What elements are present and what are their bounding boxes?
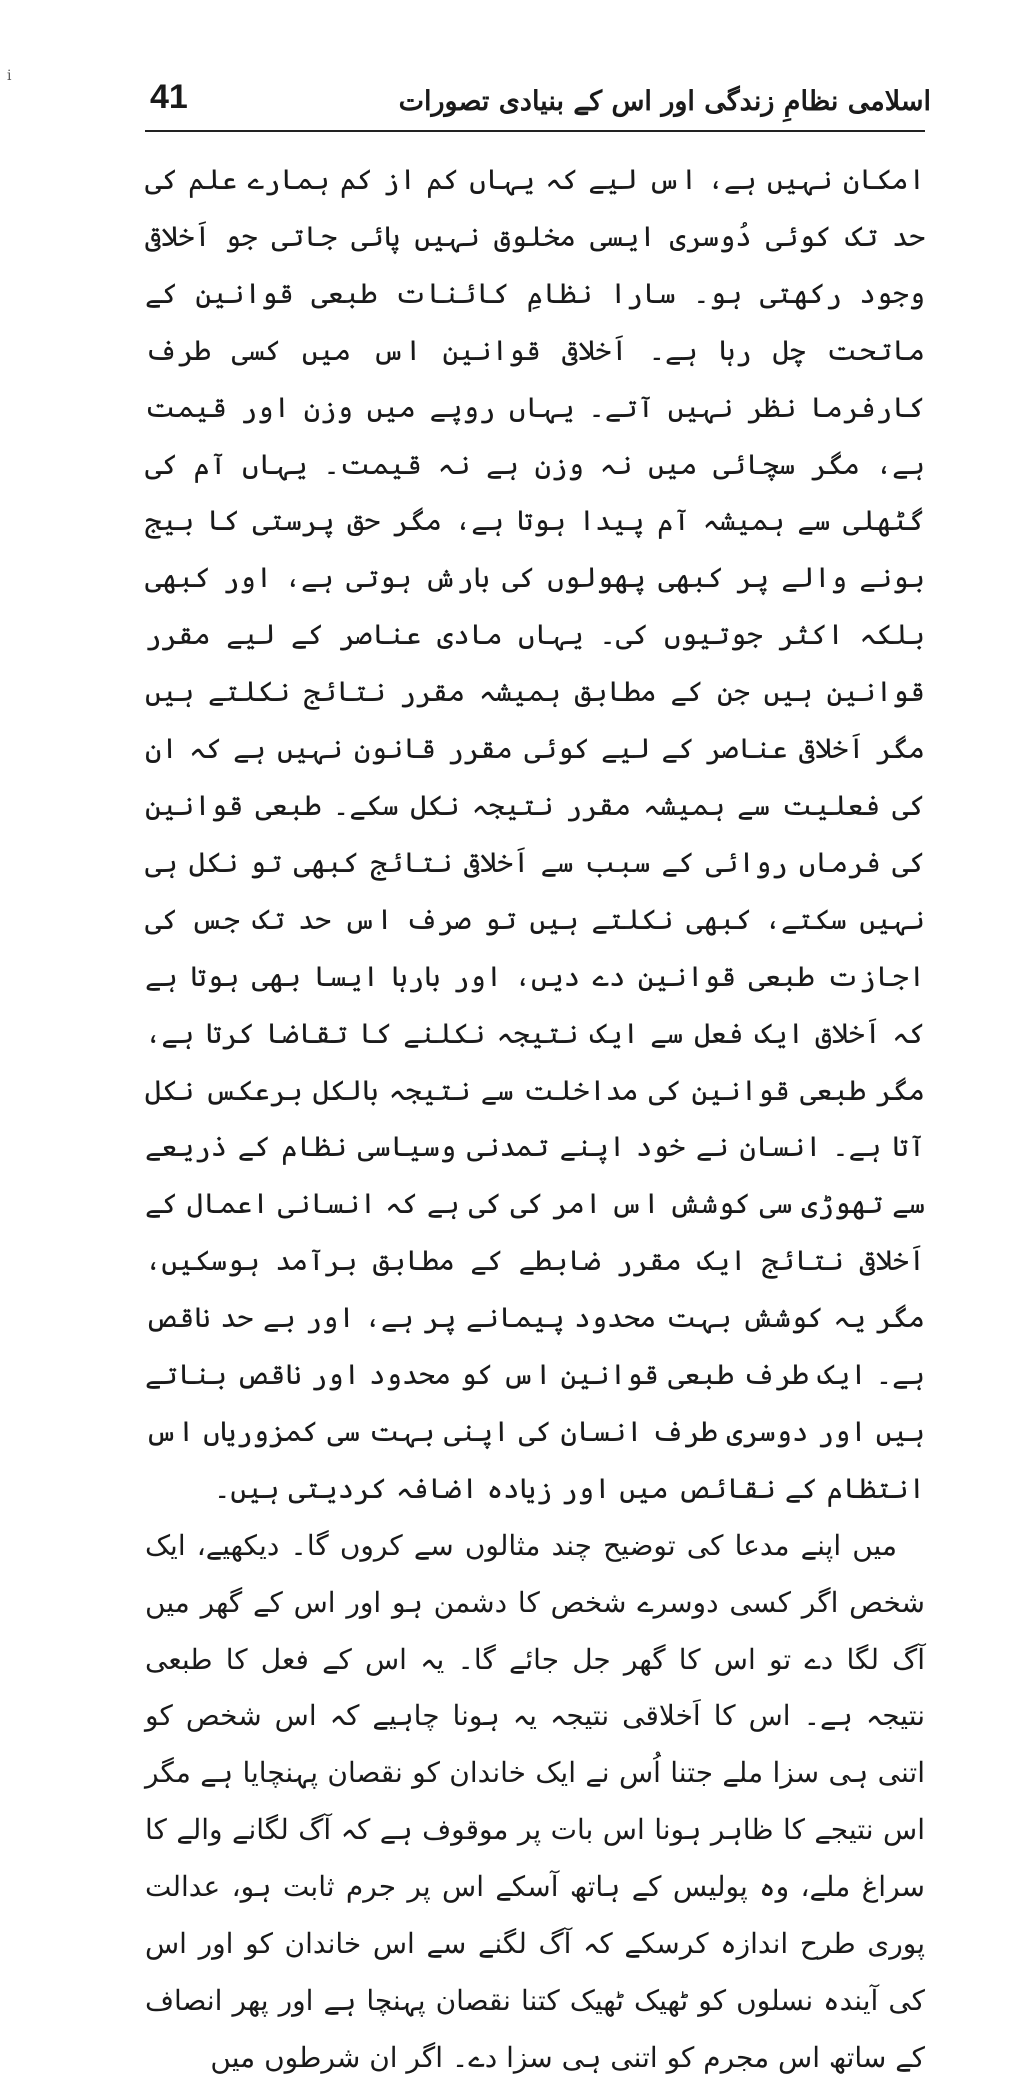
paragraph: میں اپنے مدعا کی توضیح چند مثالوں سے کروں گا۔ دیکھیے، ایک شخص اگر کسی دوسرے شخص کا دشمن ہو اور اس کے گھر میں آگ لگا دے تو اس کا گھر جل جائے گا۔ یہ اس کے فعل کا طبعی نتیجہ ہے۔ اس کا اَخلاقی نتیجہ یہ ہونا چاہیے کہ اس شخص کو اتنی ہی سزا ملے جتنا اُس نے ایک خاندان کو نقصان پہنچایا ہے مگر اس نتیجے کا ظاہر ہونا اس بات پر موقوف ہے کہ آگ لگانے والے کا سراغ ملے، وہ پولیس کے ہاتھ آسکے اس پر جرم ثابت ہو، عدالت پوری طرح اندازہ کرسکے کہ آگ لگنے سے اس خاندان کو اور اس کی آیندہ نسلوں کو ٹھیک ٹھیک کتنا نقصان پہنچا ہے اور پھر انصاف کے ساتھ اس مجرم کو اتنی ہی سزا دے۔ اگر ان شرطوں میں xyxy=(145,1528,925,2074)
page-number: 41 xyxy=(150,78,188,116)
running-title: اسلامی نظامِ زندگی اور اس کے بنیادی تصورات xyxy=(398,86,931,117)
header-rule xyxy=(145,130,925,132)
body-text xyxy=(145,152,925,2087)
paragraph: امکان نہیں ہے، اس لیے کہ یہاں کم از کم ہمارے علم کی حد تک کوئی دُوسری ایسی مخلوق نہیں پائی جاتی جو اَخلاقی وجود رکھتی ہو۔ سارا نظامِ کائنات طبعی قوانین کے ماتحت چل رہا ہے۔ اَخلاقی قوانین اس میں کسی طرف کارفرما نظر نہیں آتے۔ یہاں روپے میں وزن اور قیمت ہے، مگر سچائی میں نہ وزن ہے نہ قیمت۔ یہاں آم کی گٹھلی سے ہمیشہ آم پیدا ہوتا ہے، مگر حق پرستی کا بیج بونے والے پر کبھی پھولوں کی بارش ہوتی ہے، اور کبھی بلکہ اکثر جوتیوں کی۔ یہاں مادی عناصر کے لیے مقرر قوانین ہیں جن کے مطابق ہمیشہ مقرر نتائج نکلتے ہیں مگر اَخلاقی عناصر کے لیے کوئی مقرر قانون نہیں ہے کہ ان کی فعلیت سے ہمیشہ مقرر نتیجہ نکل سکے۔ طبعی قوانین کی فرماں روائی کے سبب سے اَخلاقی نتائج کبھی تو نکل ہی نہیں سکتے، کبھی نکلتے ہیں تو صرف اس حد تک جس کی اجازت طبعی قوانین دے دیں، اور بارہا ایسا بھی ہوتا ہے کہ اَخلاق ایک فعل سے ایک نتیجہ نکلنے کا تقاضا کرتا ہے، مگر طبعی قوانین کی مداخلت سے نتیجہ بالکل برعکس نکل آتا ہے۔ انسان نے خود اپنے تمدنی وسیاسی نظام کے ذریعے سے تھوڑی سی کوشش اس امر کی کی ہے کہ انسانی اعمال کے اَخلاقی نتائج ایک مقرر ضابطے کے مطابق برآمد ہوسکیں، مگر یہ کوشش بہت محدود پیمانے پر ہے، اور بے حد ناقص ہے۔ ایک طرف طبعی قوانین اس کو محدود اور ناقص بناتے ہیں اور دوسری طرف انسان کی اپنی بہت سی کمزوریاں اس انتظام کے نقائص میں اور زیادہ اضافہ کردیتی ہیں۔ xyxy=(145,163,925,1505)
margin-mark: i xyxy=(7,68,12,84)
